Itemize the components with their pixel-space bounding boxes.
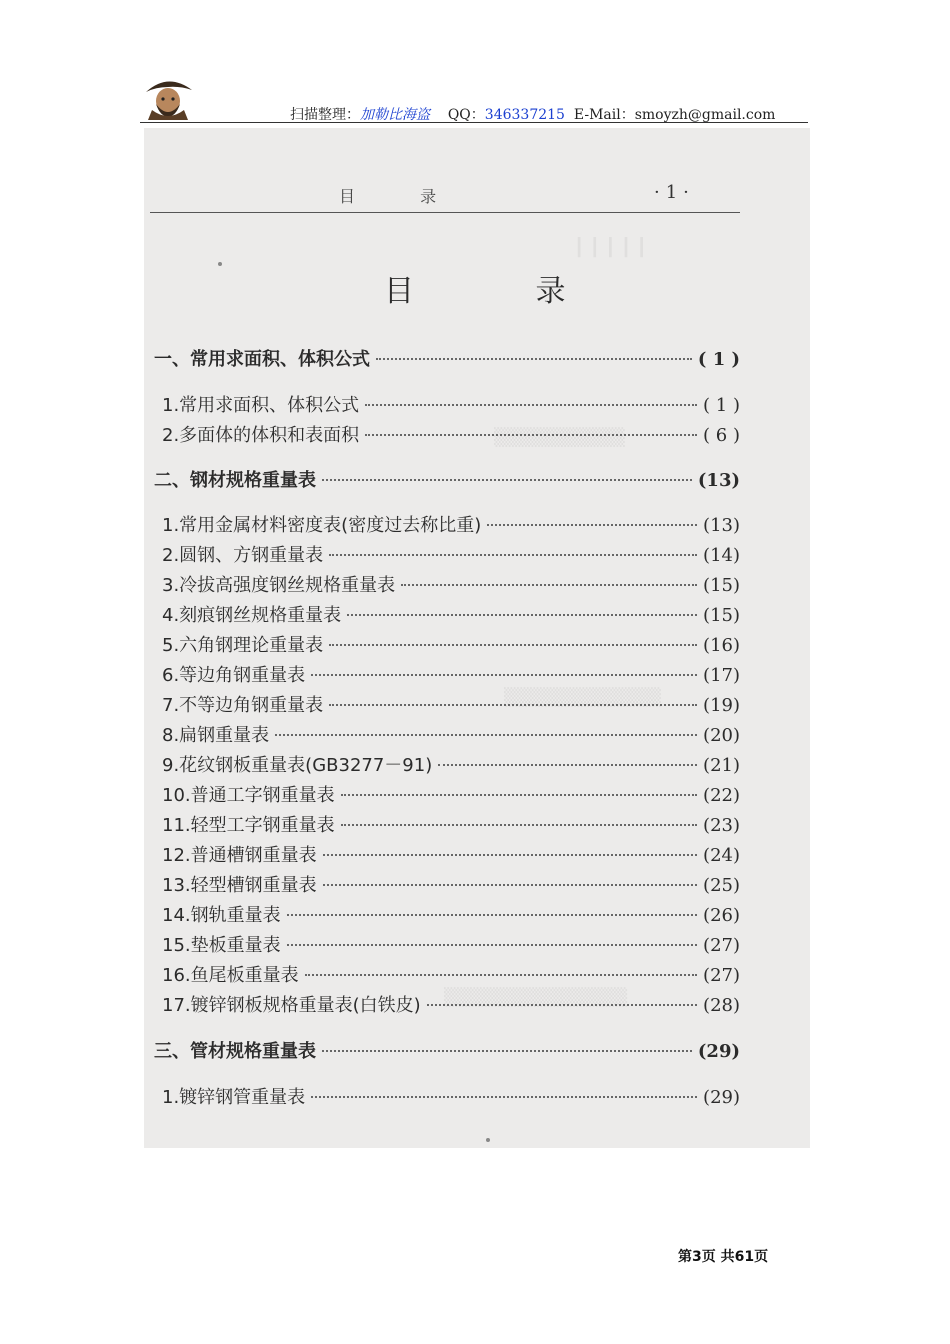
toc-label: 9.花纹钢板重量表(GB3277－91) [162,755,433,776]
toc-page-number: (25) [703,875,740,896]
toc-page-number: (23) [703,815,740,836]
toc-page-number: ( 6 ) [703,425,740,446]
toc-entry[interactable] [162,691,740,717]
toc-leader [329,553,697,556]
toc-entry[interactable] [162,931,740,957]
toc-label: 三、管材规格重量表 [154,1041,316,1062]
toc-label: 17.镀锌钢板规格重量表(白铁皮) [162,995,421,1016]
toc-page-number: (20) [703,725,740,746]
page-footer: 第3页 共61页 [678,1249,769,1265]
toc-entry[interactable] [162,901,740,927]
toc-page-number: (29) [697,1041,740,1062]
toc-page-number: (13) [697,470,740,491]
toc-leader [376,357,692,360]
toc-leader [365,403,697,406]
scanned-page: ┃ ┃ ┃ ┃ ┃ ▒▒▒▒▒▒▒▒▒▒ ▒▒▒▒▒▒▒▒▒▒▒▒ ▒▒▒▒▒▒▒▒▒▒▒▒▒▒ 目 录 ·1· 目 录 一、常用求面积、体积公式 ( 1 ) 1.常用求面积、体积公式 ( 1 ) 2.多面体的体积和表面积 ( 6 ) 二、钢材规格重量表 (13) 1.常用金属材料密度表(密度过去称比重) (13) 2.圆钢、方钢重量表 (14) 3.冷拔高强度钢丝规格重量表 (15) 4.刻痕钢丝规格重量表 (15) 5.六角钢理论重量表 (16) 6.等边角钢重量表 (17) 7.不等边角钢重量表 (19) 8.扁钢重量表 (20) 9.花纹钢板重量表(GB3277－91) (21) 10.普通工字钢重量表 (22) 11.轻型工字钢重量表 (23) 12.普通槽钢重量表 (24) 13.轻型槽钢重量表 (25) 14.钢轨重量表 (26) 15.垫板重量表 (27) 16.鱼尾板重量表 (27) 17.镀锌钢板规格重量表(白铁皮) (28) 三、管材规格重量表 (29) 1.镀锌钢管重量表 (29) [144,128,810,1148]
toc-leader [427,1003,697,1006]
toc-leader [438,763,697,766]
qq-label: QQ： [447,107,485,123]
toc-page-number: (17) [703,665,740,686]
toc-leader [323,883,697,886]
toc-entry[interactable] [162,751,740,777]
toc-leader [322,1049,692,1052]
toc-entry[interactable] [162,511,740,537]
running-head-page: ·1· [654,182,695,203]
header-divider [140,122,808,123]
toc-leader [323,853,697,856]
toc-page-number: (14) [703,545,740,566]
toc-label: 1.常用金属材料密度表(密度过去称比重) [162,515,482,536]
toc-leader [401,583,697,586]
toc-leader [275,733,697,736]
header-credits [290,104,775,124]
toc-label: 2.多面体的体积和表面积 [162,425,360,446]
toc-leader [487,523,697,526]
toc-leader [341,793,697,796]
toc-entry[interactable] [162,991,740,1017]
toc-label: 6.等边角钢重量表 [162,665,306,686]
toc-page-number: (15) [703,605,740,626]
toc-entry[interactable] [162,961,740,987]
scanner-name: 加勒比海盗 [360,107,430,123]
toc-entry[interactable] [162,871,740,897]
toc-entry[interactable] [162,781,740,807]
toc-label: 一、常用求面积、体积公式 [154,349,370,370]
toc-page-number: ( 1 ) [703,395,740,416]
toc-entry[interactable] [162,541,740,567]
toc-page-number: (21) [703,755,740,776]
toc-leader [365,433,697,436]
toc-entry[interactable] [162,1083,740,1109]
toc-label: 1.常用求面积、体积公式 [162,395,360,416]
toc-page-number: (22) [703,785,740,806]
toc-label: 16.鱼尾板重量表 [162,965,299,986]
toc-label: 12.普通槽钢重量表 [162,845,317,866]
toc-entry[interactable] [162,571,740,597]
toc-leader [287,913,697,916]
toc-page-number: (24) [703,845,740,866]
page-header [140,66,808,124]
toc-label: 8.扁钢重量表 [162,725,270,746]
toc-entry[interactable] [162,811,740,837]
toc-label: 2.圆钢、方钢重量表 [162,545,324,566]
scan-speck [486,1138,490,1142]
toc-leader [305,973,697,976]
toc-entry[interactable] [162,721,740,747]
toc-label: 5.六角钢理论重量表 [162,635,324,656]
toc-leader [329,643,697,646]
toc-label: 14.钢轨重量表 [162,905,281,926]
toc-section[interactable] [154,1037,740,1063]
running-head-title: 目 录 [339,187,467,206]
toc-label: 3.冷拔高强度钢丝规格重量表 [162,575,396,596]
scan-label: 扫描整理： [290,107,360,123]
toc-page-number: (29) [703,1087,740,1108]
qq-number: 346337215 [484,107,565,123]
toc-label: 13.轻型槽钢重量表 [162,875,317,896]
toc-page-number: (19) [703,695,740,716]
toc-page-number: ( 1 ) [697,349,740,370]
toc-entry[interactable] [162,841,740,867]
toc-entry[interactable] [162,601,740,627]
toc-page-number: (28) [703,995,740,1016]
toc-title: 目 录 [384,274,622,309]
toc-entry[interactable] [162,631,740,657]
toc-label: 1.镀锌钢管重量表 [162,1087,306,1108]
toc-label: 11.轻型工字钢重量表 [162,815,335,836]
scan-speck [218,262,222,266]
toc-entry[interactable] [162,391,740,417]
pirate-avatar-icon [140,70,196,120]
toc-leader [347,613,697,616]
toc-label: 二、钢材规格重量表 [154,470,316,491]
toc-leader [329,703,697,706]
toc-leader [341,823,697,826]
toc-label: 10.普通工字钢重量表 [162,785,335,806]
toc-leader [287,943,697,946]
toc-entry[interactable] [162,421,740,447]
toc-leader [322,478,692,481]
scan-divider [150,212,740,213]
toc-label: 4.刻痕钢丝规格重量表 [162,605,342,626]
email: E-Mail：smoyzh@gmail.com [573,107,776,123]
toc-label: 7.不等边角钢重量表 [162,695,324,716]
toc-page-number: (15) [703,575,740,596]
toc-page-number: (13) [703,515,740,536]
toc-page-number: (27) [703,935,740,956]
toc-page-number: (26) [703,905,740,926]
toc-entry[interactable] [162,661,740,687]
toc-label: 15.垫板重量表 [162,935,281,956]
toc-section[interactable] [154,466,740,492]
toc-leader [311,673,697,676]
toc-section[interactable] [154,345,740,371]
toc-page-number: (27) [703,965,740,986]
toc-leader [311,1095,697,1098]
toc-page-number: (16) [703,635,740,656]
